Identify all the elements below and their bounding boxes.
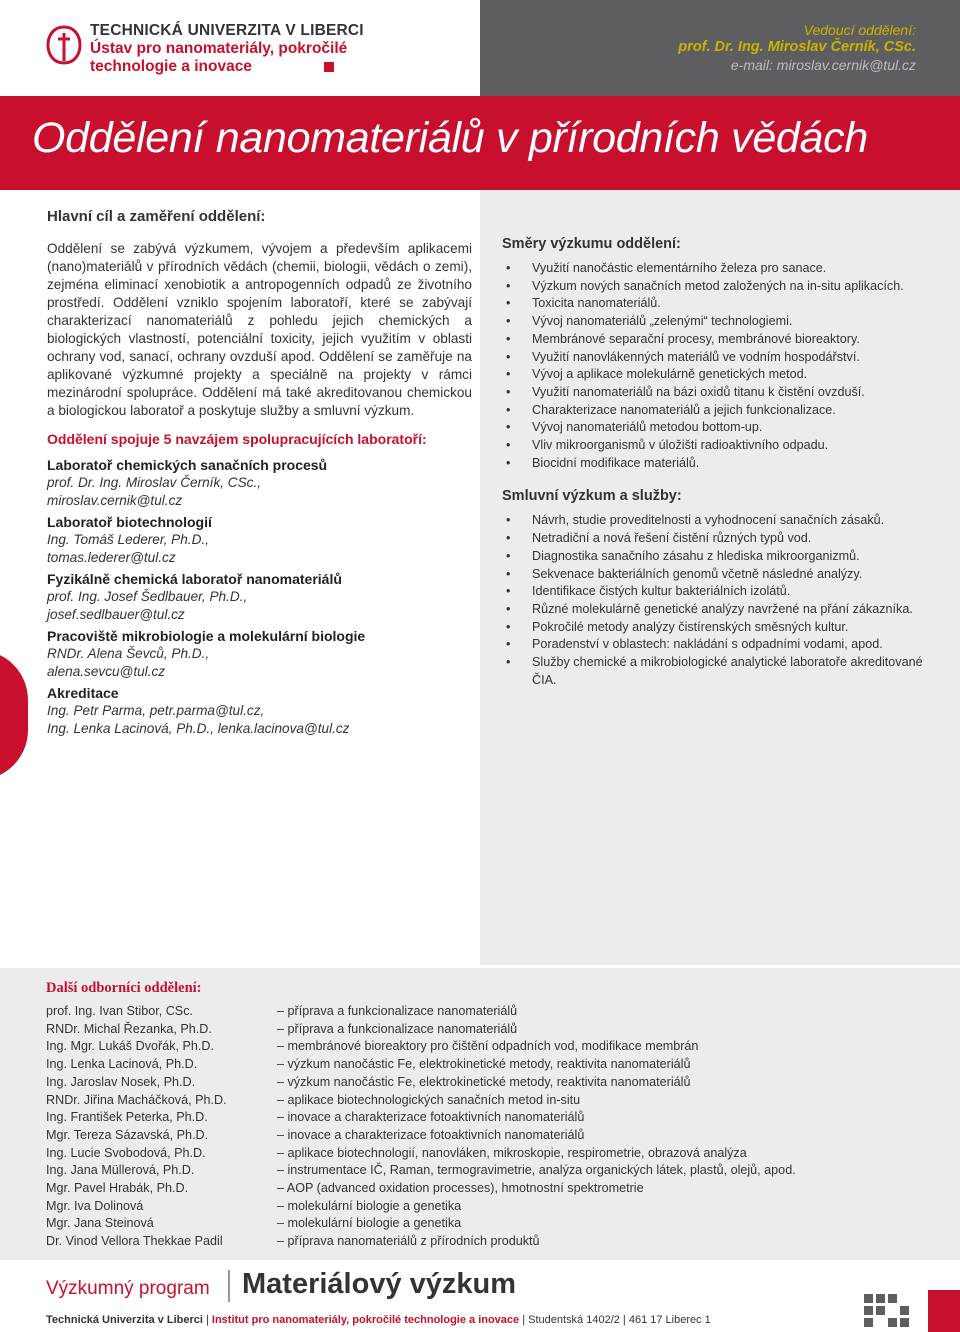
- expert-row: [46, 1234, 936, 1252]
- expert-focus: – inovace a charakterizace fotoaktivních nanomateriálů: [277, 1110, 585, 1125]
- expert-name: Ing. František Peterka, Ph.D.: [46, 1110, 208, 1125]
- footer-separator: |: [202, 1314, 212, 1326]
- research-list: [502, 260, 942, 472]
- experts-heading: Další odborníci oddělení:: [46, 980, 202, 996]
- expert-name: Ing. Lucie Svobodová, Ph.D.: [46, 1145, 206, 1160]
- list-item: • Identifikace čistých kultur bakteriálních izolátů.: [502, 583, 942, 601]
- head-contact-panel: [480, 0, 960, 96]
- footer-institute: Institut pro nanomateriály, pokročilé technologie a inovace: [211, 1314, 520, 1326]
- expert-focus: – AOP (advanced oxidation processes), hmotnostní spektrometrie: [277, 1181, 644, 1195]
- university-name: TECHNICKÁ UNIVERZITA V LIBERCI: [90, 22, 364, 39]
- list-item: • Využití nanomateriálů na bázi oxidů titanu k čistění ovzduší.: [502, 384, 942, 402]
- main-heading: Hlavní cíl a zaměření oddělení:: [47, 208, 266, 225]
- expert-focus: – membránové bioreaktory pro čištění odpadních vod, modifikace membrán: [277, 1039, 699, 1054]
- expert-row: [46, 1022, 936, 1040]
- lab-name: Akreditace: [47, 685, 119, 701]
- lab-email[interactable]: tomas.lederer@tul.cz: [47, 550, 176, 565]
- lab-email[interactable]: Ing. Lenka Lacinová, Ph.D., lenka.lacinova@tul.cz: [47, 721, 350, 736]
- head-email[interactable]: e-mail: miroslav.cernik@tul.cz: [730, 57, 916, 73]
- expert-row: [46, 1146, 936, 1164]
- logo-square-icon: [324, 62, 334, 72]
- list-item: • Návrh, studie proveditelnosti a vyhodnocení sanačních zásaků.: [502, 512, 942, 530]
- corner-accent: [928, 1290, 960, 1332]
- lab-person: RNDr. Alena Ševců, Ph.D.,: [47, 646, 210, 661]
- intro-paragraph: Oddělení se zabývá výzkumem, vývojem a především aplikacemi (nano)materiálů v přírodních vědách (chemii, biologii, vědách o zemi), zejména eliminací xenobiotik a antropogenních odpadů ze životního prostředí. Oddělení vzniklo spojením laboratoří, které se zabývají charakterizací nanomateriálů z pohledu jejich chemických a biologických vlastností, potenciální toxicity, jejich využitím v oblasti ochrany vod, sanací, ochrany ovzduší apod. Oddělení se zaměřuje na aplikované výzkumné projekty a speciálně na projekty v rámci mezinárodní spolupráce. Oddělení má také akreditovanou chemickou a biologickou laboratoř a poskytuje služby a smluvní výzkum.: [47, 241, 472, 418]
- pixel-pattern-icon: [864, 1290, 924, 1332]
- lab-person: Ing. Petr Parma, petr.parma@tul.cz,: [47, 703, 265, 718]
- lab-person: prof. Ing. Josef Šedlbauer, Ph.D.,: [47, 589, 248, 604]
- expert-name: Mgr. Tereza Sázavská, Ph.D.: [46, 1127, 209, 1142]
- expert-row: [46, 1181, 936, 1199]
- head-name: prof. Dr. Ing. Miroslav Černík, CSc.: [678, 39, 916, 55]
- list-item: • Sekvenace bakteriálních genomů včetně následné analýzy.: [502, 566, 942, 584]
- expert-row: [46, 1039, 936, 1057]
- expert-focus: – příprava a funkcionalizace nanomateriálů: [277, 1021, 518, 1036]
- lab-name: Laboratoř chemických sanačních procesů: [47, 457, 328, 473]
- lab-item: [47, 570, 472, 624]
- expert-name: Mgr. Jana Steinová: [46, 1216, 154, 1231]
- expert-focus: – molekulární biologie a genetika: [277, 1198, 462, 1213]
- lab-email[interactable]: josef.sedlbauer@tul.cz: [47, 607, 185, 622]
- expert-name: Mgr. Pavel Hrabák, Ph.D.: [46, 1181, 189, 1195]
- expert-name: Ing. Mgr. Lukáš Dvořák, Ph.D.: [46, 1039, 214, 1054]
- labs-heading: Oddělení spojuje 5 navzájem spolupracujících laboratoří:: [47, 431, 427, 447]
- title-banner: [0, 96, 960, 190]
- footer-address: [46, 1314, 711, 1326]
- lab-person: Ing. Tomáš Lederer, Ph.D.,: [47, 532, 209, 547]
- expert-name: Dr. Vinod Vellora Thekkae Padil: [46, 1234, 223, 1249]
- list-item: • Charakterizace nanomateriálů a jejich funkcionalizace.: [502, 402, 942, 420]
- side-panel: [480, 190, 960, 965]
- expert-name: RNDr. Jiřina Macháčková, Ph.D.: [46, 1092, 227, 1107]
- expert-focus: – instrumentace IČ, Raman, termogravimetrie, analýza organických látek, plastů, olejů, apod.: [277, 1163, 796, 1178]
- lab-item: [47, 456, 472, 510]
- program-label: Výzkumný program: [46, 1278, 210, 1299]
- expert-row: [46, 1128, 936, 1146]
- experts-section: [0, 968, 960, 1260]
- expert-name: Ing. Jaroslav Nosek, Ph.D.: [46, 1074, 196, 1089]
- expert-name: RNDr. Michal Řezanka, Ph.D.: [46, 1021, 212, 1036]
- lab-email[interactable]: alena.sevcu@tul.cz: [47, 664, 166, 679]
- lab-email[interactable]: miroslav.cernik@tul.cz: [47, 493, 183, 508]
- logo-area: [0, 0, 480, 96]
- list-item: • Poradenství v oblastech: nakládání s odpadními vodami, apod.: [502, 636, 942, 654]
- expert-focus: – molekulární biologie a genetika: [277, 1216, 462, 1231]
- list-item: • Vývoj nanomateriálů metodou bottom-up.: [502, 419, 942, 437]
- program-divider: [228, 1270, 230, 1302]
- expert-row: [46, 1057, 936, 1075]
- services-heading: Smluvní výzkum a služby:: [502, 488, 682, 505]
- expert-row: [46, 1216, 936, 1234]
- expert-row: [46, 1199, 936, 1217]
- lab-item: [47, 627, 472, 681]
- expert-row: [46, 1093, 936, 1111]
- list-item: • Vývoj a aplikace molekulárně genetických metod.: [502, 366, 942, 384]
- list-item: • Pokročilé metody analýzy čistírenských směsných kultur.: [502, 619, 942, 637]
- list-item: • Toxicita nanomateriálů.: [502, 295, 942, 313]
- expert-row: [46, 1163, 936, 1181]
- expert-name: Ing. Lenka Lacinová, Ph.D.: [46, 1057, 198, 1072]
- research-heading: Směry výzkumu oddělení:: [502, 236, 681, 252]
- university-logo-icon: [46, 25, 82, 65]
- services-list: [502, 512, 942, 689]
- expert-focus: – aplikace biotechnologických sanačních metod in-situ: [277, 1092, 581, 1107]
- lab-person: prof. Dr. Ing. Miroslav Černík, CSc.,: [47, 475, 262, 490]
- expert-name: Ing. Jana Müllerová, Ph.D.: [46, 1163, 195, 1178]
- head-role: Vedoucí oddělení:: [803, 22, 916, 38]
- expert-focus: – aplikace biotechnologií, nanovláken, mikroskopie, respirometrie, obrazová analýza: [277, 1145, 747, 1160]
- list-item: • Výzkum nových sanačních metod založených na in-situ aplikacích.: [502, 278, 942, 296]
- list-item: • Využití nanovlákenných materiálů ve vodním hospodářství.: [502, 349, 942, 367]
- side-web-tab[interactable]: [0, 650, 28, 780]
- lab-item: [47, 513, 472, 567]
- list-item: • Využití nanočástic elementárního železa pro sanace.: [502, 260, 942, 278]
- list-item: • Vývoj nanomateriálů „zelenými“ technologiemi.: [502, 313, 942, 331]
- institute-name: Ústav pro nanomateriály, pokročilé technologie a inovace: [90, 40, 348, 75]
- expert-focus: – příprava nanomateriálů z přírodních produktů: [277, 1234, 540, 1249]
- expert-focus: – inovace a charakterizace fotoaktivních nanomateriálů: [277, 1127, 585, 1142]
- expert-focus: – příprava a funkcionalizace nanomateriálů: [277, 1004, 518, 1018]
- expert-name: Mgr. Iva Dolinová: [46, 1198, 144, 1213]
- list-item: • Služby chemické a mikrobiologické analytické laboratoře akreditované ČIA.: [502, 654, 942, 689]
- footer-separator: |: [519, 1314, 529, 1326]
- lab-item: [47, 684, 472, 738]
- list-item: • Netradiční a nová řešení čistění různých typů vod.: [502, 530, 942, 548]
- list-item: • Diagnostika sanačního zásahu z hlediska mikroorganizmů.: [502, 548, 942, 566]
- footer-street: Studentská 1402/2 | 461 17 Liberec 1: [528, 1314, 711, 1326]
- lab-name: Laboratoř biotechnologií: [47, 514, 212, 530]
- expert-row: [46, 1004, 936, 1022]
- footer-university: Technická Univerzita v Liberci: [46, 1314, 203, 1326]
- lab-name: Pracoviště mikrobiologie a molekulární biologie: [47, 628, 366, 644]
- expert-row: [46, 1075, 936, 1093]
- page-title: Oddělení nanomateriálů v přírodních vědách: [32, 114, 868, 162]
- expert-focus: – výzkum nanočástic Fe, elektrokinetické metody, reaktivita nanomateriálů: [277, 1074, 691, 1089]
- main-column: [47, 208, 472, 738]
- expert-row: [46, 1110, 936, 1128]
- list-item: • Vliv mikroorganismů v úložišti radioaktivního odpadu.: [502, 437, 942, 455]
- lab-name: Fyzikálně chemická laboratoř nanomateriálů: [47, 571, 342, 587]
- expert-name: prof. Ing. Ivan Stibor, CSc.: [46, 1004, 193, 1018]
- list-item: • Různé molekulárně genetické analýzy navržené na přání zákazníka.: [502, 601, 942, 619]
- expert-focus: – výzkum nanočástic Fe, elektrokinetické metody, reaktivita nanomateriálů: [277, 1057, 691, 1072]
- list-item: • Membránové separační procesy, membránové bioreaktory.: [502, 331, 942, 349]
- program-title: Materiálový výzkum: [242, 1268, 517, 1300]
- list-item: • Biocidní modifikace materiálů.: [502, 455, 942, 473]
